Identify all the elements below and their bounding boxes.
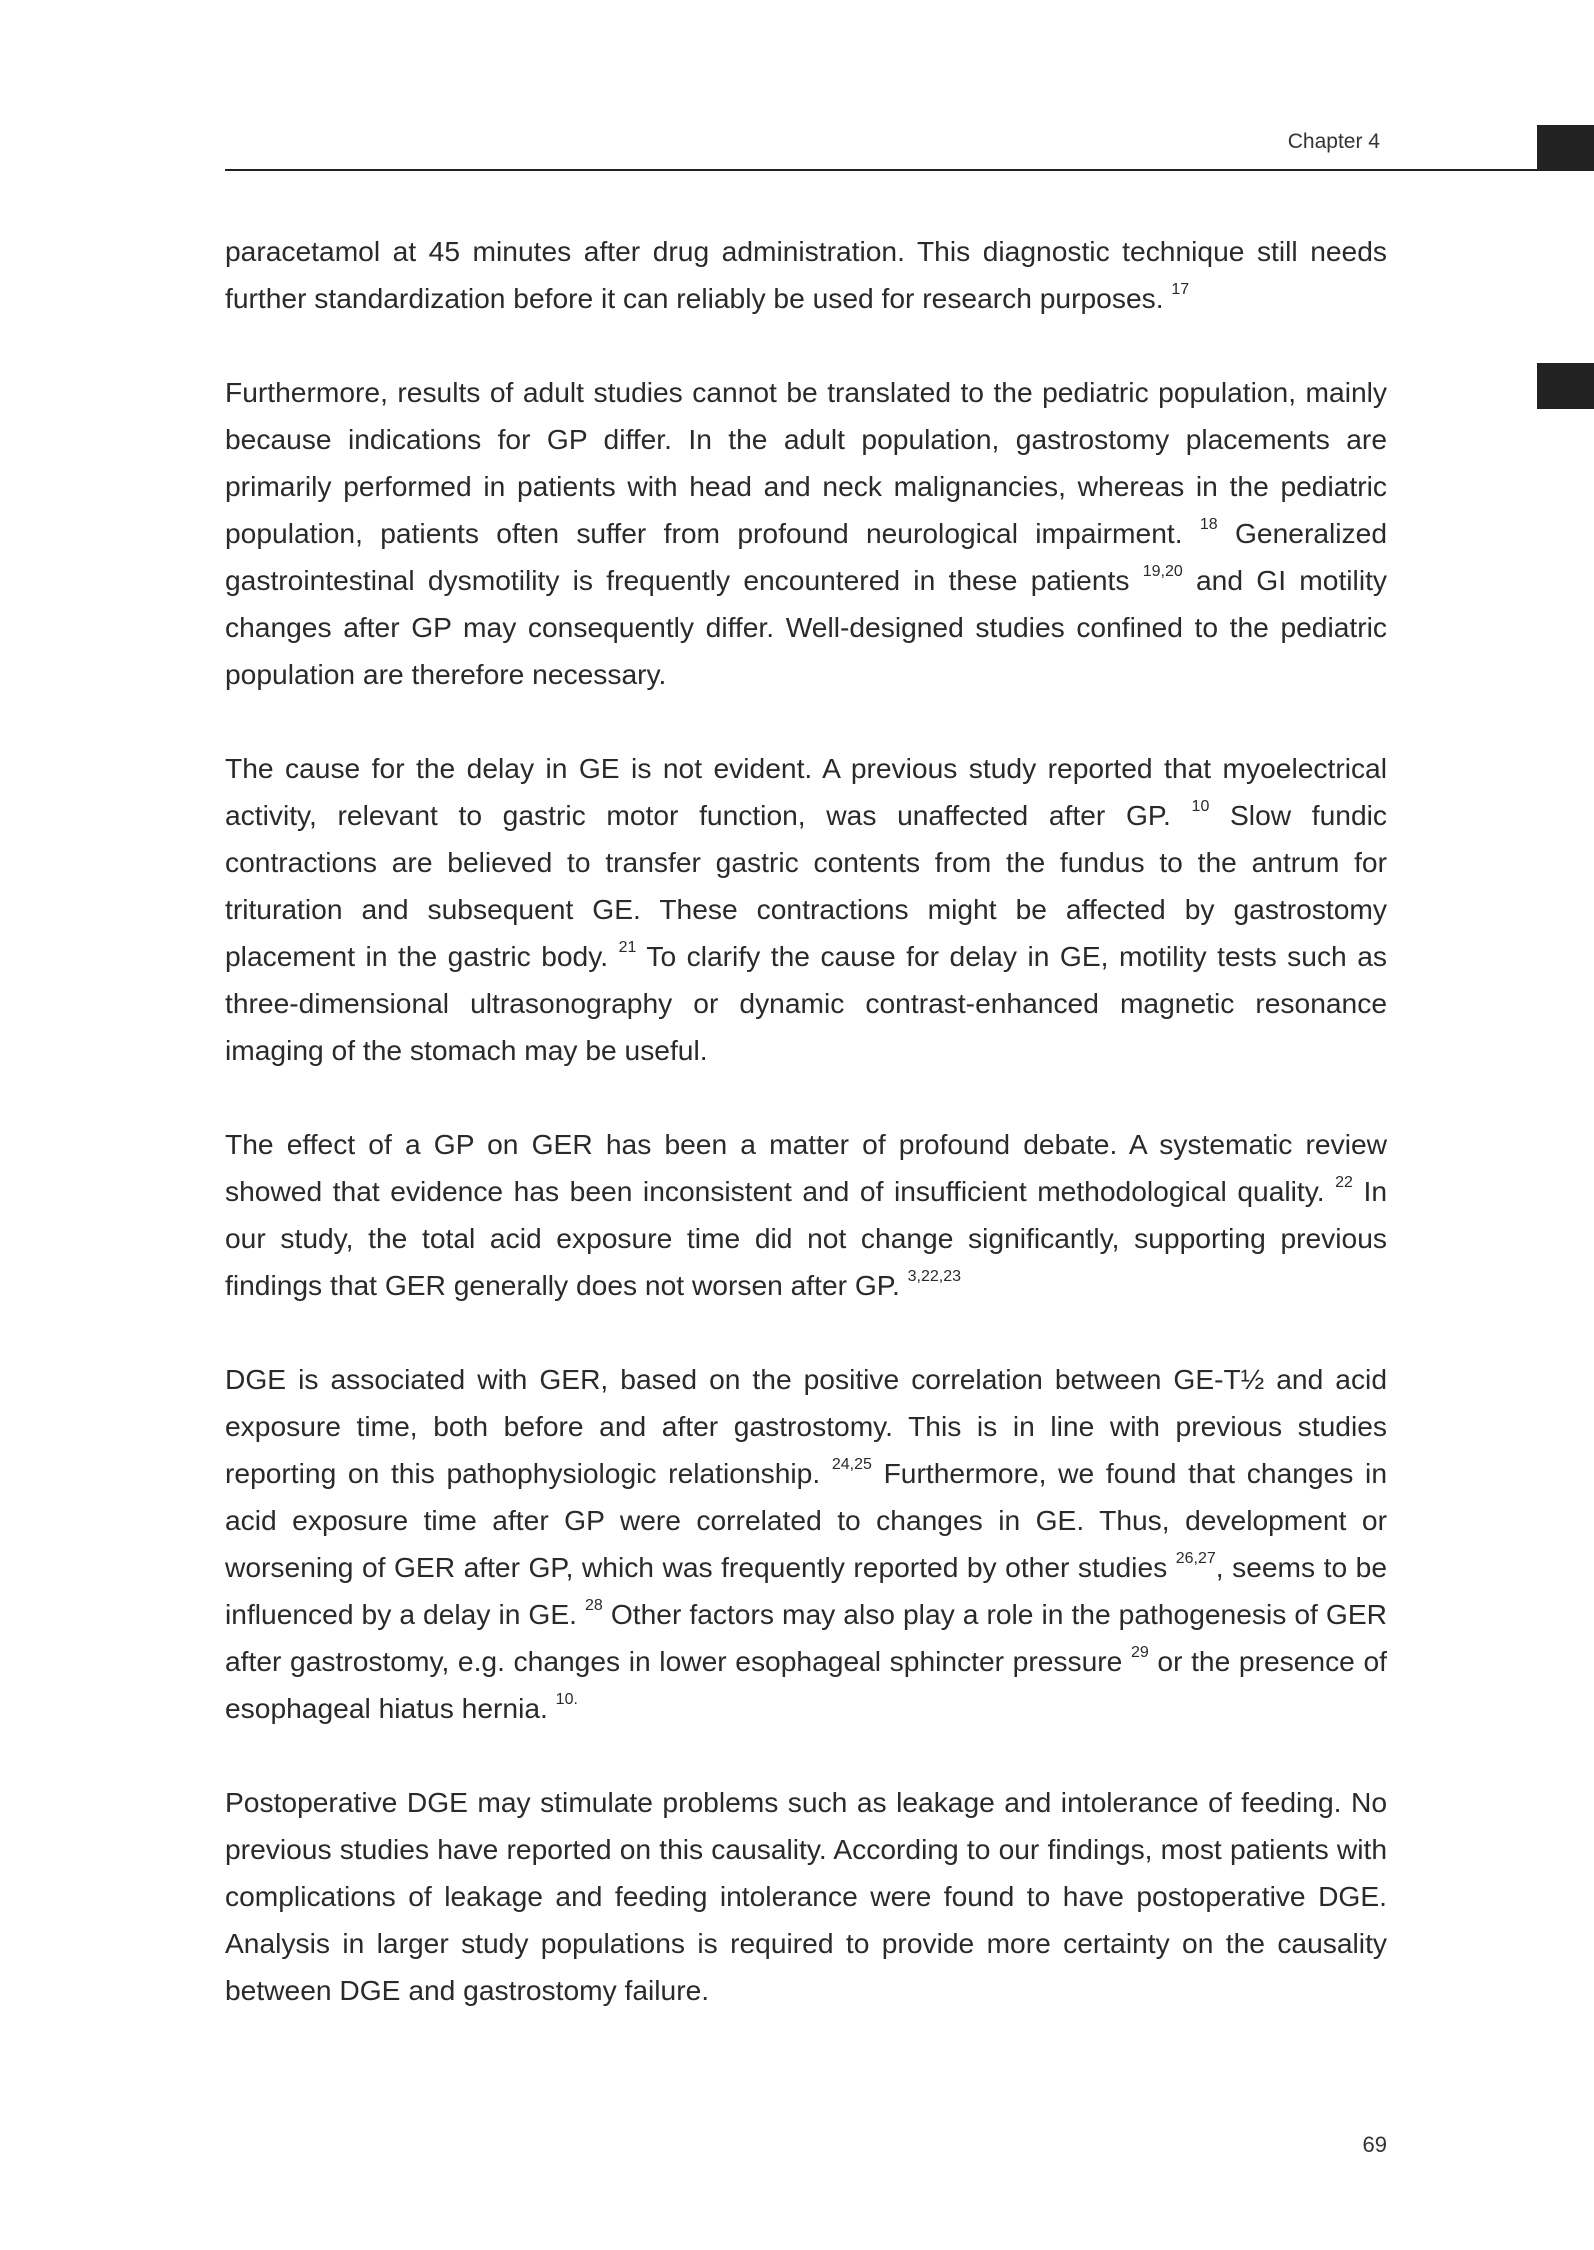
body-text xyxy=(225,228,1387,2061)
citation-superscript: 24,25 xyxy=(831,1455,872,1473)
paragraph-text: Other factors may also play a role in the pathogenesis of GER after gastrostomy, e.g. changes in lower esophageal sphincter pressure xyxy=(225,1598,1387,1677)
citation-superscript: 19,20 xyxy=(1142,562,1183,580)
paragraph-text: and GI motility changes after GP may consequently differ. Well-designed studies confined to the pediatric population are therefore necessary. xyxy=(225,564,1388,690)
paragraph xyxy=(225,369,1387,698)
citation-superscript: 3,22,23 xyxy=(907,1267,962,1285)
paragraph xyxy=(225,228,1387,322)
citation-superscript: 10. xyxy=(555,1690,578,1708)
paragraph-text: , seems to be influenced by a delay in GE. xyxy=(225,1551,1388,1630)
citation-superscript: 18 xyxy=(1199,515,1218,533)
paragraph-text: To clarify the cause for delay in GE, motility tests such as three-dimensional ultrasonography or dynamic contrast-enhanced magnetic resonance imaging of the stomach may be useful. xyxy=(225,940,1387,1066)
paragraph xyxy=(225,745,1387,1074)
paragraph xyxy=(225,1121,1387,1309)
paragraph-text: The effect of a GP on GER has been a matter of profound debate. A systematic review showed that evidence has been inconsistent and of insufficient methodological quality. xyxy=(225,1128,1387,1207)
citation-superscript: 29 xyxy=(1130,1643,1149,1661)
page-number: 69 xyxy=(1362,2132,1387,2157)
citation-superscript: 22 xyxy=(1335,1173,1353,1191)
chapter-thumb-tab xyxy=(1537,125,1594,171)
paragraph-text: Postoperative DGE may stimulate problems such as leakage and intolerance of feeding. No previous studies have reported on this causality. According to our findings, most patients with complications of leakage and feeding intolerance were found to have postoperative DGE. Analysis in larger study populations is required to provide more certainty on the causality between DGE and gastrostomy failure. xyxy=(225,1786,1387,2006)
chapter-label: Chapter 4 xyxy=(1287,130,1380,153)
header-rule xyxy=(225,169,1594,171)
citation-superscript: 28 xyxy=(585,1596,603,1614)
paragraph-text: Furthermore, we found that changes in acid exposure time after GP were correlated to changes in GE. Thus, development or worsening of GER after GP, which was frequently reported by other studies xyxy=(225,1457,1387,1583)
paragraph xyxy=(225,1779,1387,2014)
citation-superscript: 21 xyxy=(618,938,637,956)
paragraph-text: The cause for the delay in GE is not evident. A previous study reported that myoelectrical activity, relevant to gastric motor function, was unaffected after GP. xyxy=(225,752,1387,831)
citation-superscript: 26,27 xyxy=(1175,1549,1216,1567)
citation-superscript: 10 xyxy=(1191,797,1210,815)
paragraph-text: or the presence of esophageal hiatus hernia. xyxy=(225,1645,1387,1724)
paragraph-text: Furthermore, results of adult studies cannot be translated to the pediatric population, mainly because indications for GP differ. In the adult population, gastrostomy placements are primarily performed in patients with head and neck malignancies, whereas in the pediatric population, patients often suffer from profound neurological impairment. xyxy=(225,376,1387,549)
chapter-side-marker xyxy=(1537,363,1594,409)
paragraph-text: DGE is associated with GER, based on the positive correlation between GE-T½ and acid exposure time, both before and after gastrostomy. This is in line with previous studies reporting on this pathophysiologic relationship. xyxy=(225,1363,1387,1489)
paragraph-text: paracetamol at 45 minutes after drug administration. This diagnostic technique still needs further standardization before it can reliably be used for research purposes. xyxy=(225,235,1387,314)
paragraph-text: In our study, the total acid exposure time did not change significantly, supporting previous findings that GER generally does not worsen after GP. xyxy=(225,1175,1387,1301)
paragraph xyxy=(225,1356,1387,1732)
citation-superscript: 17 xyxy=(1171,280,1190,298)
paragraph-text: Generalized gastrointestinal dysmotility is frequently encountered in these patients xyxy=(225,517,1387,596)
paragraph-text: Slow fundic contractions are believed to transfer gastric contents from the fundus to the antrum for trituration and subsequent GE. These contractions might be affected by gastrostomy placement in the gastric body. xyxy=(225,799,1387,972)
